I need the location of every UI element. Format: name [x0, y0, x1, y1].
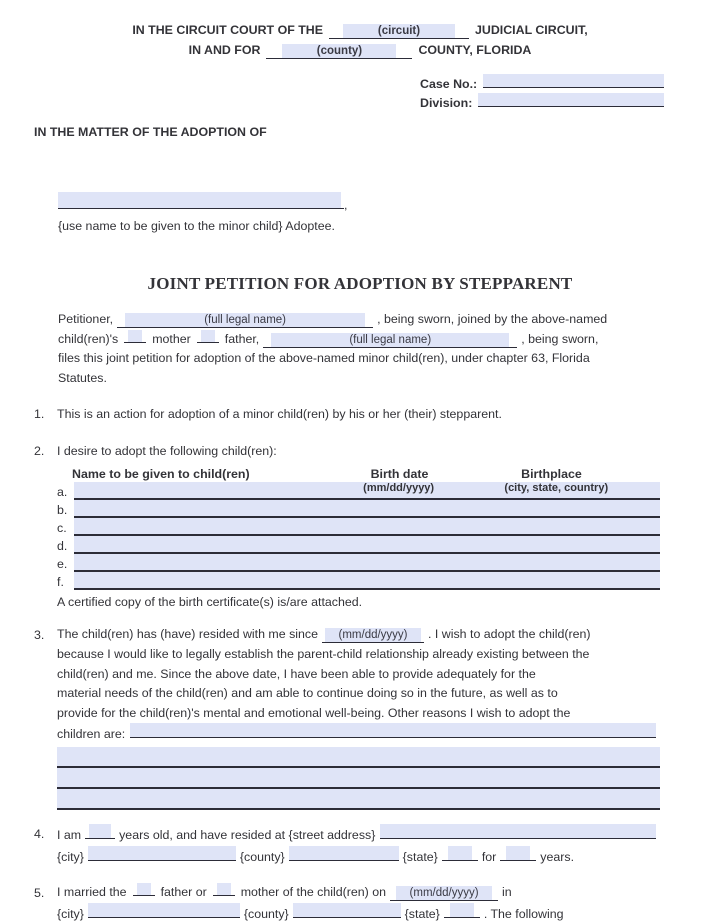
case-block: [420, 74, 664, 112]
item-4-city-label: {city}: [57, 849, 84, 864]
residence-city-field-fill[interactable]: [88, 846, 236, 860]
item-3-number: 3.: [34, 628, 45, 643]
county-field-placeholder[interactable]: (county): [282, 44, 396, 58]
residence-county-field[interactable]: [289, 846, 399, 861]
item-5-father-label: father or: [160, 885, 207, 900]
marriage-date-field[interactable]: [390, 886, 498, 901]
marriage-state-field-fill[interactable]: [450, 903, 474, 917]
intro-paragraph: [58, 310, 660, 388]
child-row-c-label: c.: [57, 521, 67, 536]
item-5-line1: [57, 883, 660, 903]
county-field[interactable]: [266, 44, 412, 59]
item-1-number: 1.: [34, 407, 45, 422]
case-no-field-fill[interactable]: [483, 74, 664, 87]
child-row-e-label: e.: [57, 557, 68, 572]
residence-city-field[interactable]: [88, 846, 236, 861]
column-birthdate-header: Birth date: [370, 467, 429, 482]
child-row-b-field[interactable]: [74, 500, 660, 518]
item-5-county-label: {county}: [243, 906, 289, 921]
item-5-state-label: {state}: [404, 906, 440, 921]
division-row: [420, 93, 664, 112]
intro-line3: files this joint petition for adoption of the above-named minor child(ren), under chapter 63, Florida: [58, 351, 590, 366]
child-row-f: [57, 572, 660, 590]
court-caption-line1: [60, 20, 660, 40]
child-row-d-field[interactable]: [74, 536, 660, 554]
case-no-label: Case No.:: [420, 77, 478, 91]
intro-line2-father: father,: [224, 331, 260, 346]
marriage-date-placeholder[interactable]: (mm/dd/yyyy): [396, 886, 492, 900]
item-5-number: 5.: [34, 886, 45, 901]
item-5-mother-label: mother of the child(ren) on: [240, 885, 387, 900]
spouse-name-field[interactable]: [263, 333, 517, 348]
item-3-line1-post: . I wish to adopt the child(ren): [428, 627, 591, 642]
child-row-f-label: f.: [57, 575, 64, 590]
court-caption-line2: [60, 40, 660, 60]
age-field[interactable]: [85, 824, 115, 839]
circuit-field[interactable]: [329, 24, 469, 39]
birthplace-format-subheader: (city, state, country): [504, 482, 609, 495]
item-5-in-label: in: [502, 885, 512, 900]
item-5-line2: [57, 903, 660, 924]
father-check-blank[interactable]: [197, 330, 219, 343]
caption-line1-suffix: JUDICIAL CIRCUIT,: [475, 23, 588, 37]
adoptee-name-field-fill[interactable]: [58, 192, 341, 208]
item-4-years-label: years.: [540, 849, 575, 864]
caption-line1-prefix: IN THE CIRCUIT COURT OF THE: [132, 23, 323, 37]
item-4-county-label: {county}: [239, 849, 285, 864]
item-3-line5: provide for the child(ren)'s mental and emotional well-being. Other reasons I wish to adopt the: [57, 705, 571, 720]
intro-line2-a: child(ren)'s: [58, 331, 119, 346]
child-row-a: [57, 482, 660, 500]
petitioner-name-placeholder[interactable]: (full legal name): [125, 313, 365, 327]
intro-line2-post: , being sworn,: [521, 331, 599, 346]
mother-check-blank-fill[interactable]: [128, 330, 142, 342]
item-3-line4: material needs of the child(ren) and am able to continue doing so in the future, as well as to: [57, 686, 558, 701]
marriage-city-field[interactable]: [88, 903, 240, 918]
circuit-field-placeholder[interactable]: (circuit): [343, 24, 455, 38]
father-check-blank-fill[interactable]: [201, 330, 215, 342]
residence-since-date-placeholder[interactable]: (mm/dd/yyyy): [325, 628, 421, 642]
child-row-c-field[interactable]: [74, 518, 660, 536]
reasons-field[interactable]: [130, 723, 656, 738]
intro-line2-mother: mother: [152, 331, 191, 346]
child-row-e: [57, 554, 660, 572]
intro-line4: Statutes.: [58, 370, 107, 385]
adoptee-name-row: [58, 192, 660, 213]
residence-county-field-fill[interactable]: [289, 846, 399, 860]
item-3-line1: [57, 625, 660, 645]
column-name-header: Name to be given to child(ren): [72, 467, 250, 482]
married-mother-check-blank[interactable]: [213, 883, 235, 896]
item-5-married-pre: I married the: [57, 885, 127, 900]
division-field[interactable]: [478, 93, 664, 107]
column-birthplace-header: Birthplace: [521, 467, 582, 482]
child-row-b: [57, 500, 660, 518]
intro-line1-post: , being sworn, joined by the above-named: [377, 312, 608, 326]
intro-line1: [58, 310, 660, 330]
marriage-county-field[interactable]: [293, 903, 401, 918]
item-4-address-label: years old, and have resided at {street address}: [119, 827, 376, 842]
birth-certificate-note: A certified copy of the birth certificate(s) is/are attached.: [57, 595, 363, 610]
child-row-f-field[interactable]: [74, 572, 660, 590]
reasons-extra-lines: [57, 747, 660, 810]
reasons-line-1[interactable]: [57, 747, 660, 768]
item-4-for-label: for: [481, 849, 497, 864]
residence-years-field[interactable]: [500, 846, 536, 861]
case-no-row: [420, 74, 664, 93]
caption-line2-suffix: COUNTY, FLORIDA: [418, 43, 532, 57]
child-row-c: [57, 518, 660, 536]
item-4-line1: [57, 824, 660, 846]
child-row-d-label: d.: [57, 539, 68, 554]
residence-years-field-fill[interactable]: [506, 846, 530, 860]
age-field-fill[interactable]: [89, 824, 111, 838]
division-label: Division:: [420, 96, 473, 110]
residence-state-field[interactable]: [442, 846, 478, 861]
intro-line2: [58, 330, 660, 350]
item-3-line2: because I would like to legally establish the parent-child relationship already existing between the: [57, 646, 590, 661]
item-4-state-label: {state}: [402, 849, 438, 864]
intro-line1-pre: Petitioner,: [58, 312, 114, 326]
case-no-field[interactable]: [483, 74, 664, 88]
adoptee-comma: ,: [344, 198, 348, 212]
child-row-e-field[interactable]: [74, 554, 660, 572]
birthdate-format-subheader: (mm/dd/yyyy): [363, 482, 435, 495]
child-row-a-label: a.: [57, 485, 68, 500]
item-5-following-label: . The following: [483, 906, 564, 921]
item-2: [34, 441, 660, 611]
adoptee-note: {use name to be given to the minor child} Adoptee.: [58, 219, 335, 233]
item-3-line1-pre: The child(ren) has (have) resided with me since: [57, 627, 319, 642]
item-2-lead: I desire to adopt the following child(ren):: [57, 444, 277, 459]
reasons-label: children are:: [57, 727, 126, 742]
married-father-check-fill[interactable]: [137, 883, 151, 895]
marriage-state-field[interactable]: [444, 903, 480, 918]
reasons-field-fill[interactable]: [130, 723, 656, 737]
residence-state-field-fill[interactable]: [448, 846, 472, 860]
item-4-line2: [57, 846, 660, 868]
child-row-a-field[interactable]: [74, 482, 660, 500]
item-3: [34, 625, 660, 810]
spouse-name-placeholder[interactable]: (full legal name): [271, 333, 509, 347]
petitioner-name-field[interactable]: [117, 313, 373, 328]
item-1-text: This is an action for adoption of a minor child(ren) by his or her (their) stepparent.: [57, 407, 502, 422]
item-5-city-label: {city}: [57, 906, 84, 921]
item-3-line3: child(ren) and me. Since the above date, I have been able to provide adequately for the: [57, 666, 536, 681]
residence-since-date-field[interactable]: [322, 628, 424, 643]
matter-line: IN THE MATTER OF THE ADOPTION OF: [34, 125, 267, 139]
page-title: JOINT PETITION FOR ADOPTION BY STEPPARENT: [147, 274, 573, 293]
marriage-city-field-fill[interactable]: [88, 903, 240, 917]
child-row-b-label: b.: [57, 503, 68, 518]
child-row-d: [57, 536, 660, 554]
division-field-fill[interactable]: [478, 93, 664, 106]
item-4-number: 4.: [34, 826, 45, 841]
reasons-line-2[interactable]: [57, 768, 660, 789]
street-address-field[interactable]: [380, 824, 656, 839]
item-1: [34, 404, 660, 424]
marriage-county-field-fill[interactable]: [293, 903, 401, 917]
item-4: [34, 824, 660, 867]
married-mother-check-fill[interactable]: [217, 883, 231, 895]
adoptee-name-field[interactable]: [58, 192, 344, 209]
mother-check-blank[interactable]: [124, 330, 146, 343]
item-2-number: 2.: [34, 444, 45, 459]
caption-line2-prefix: IN AND FOR: [188, 43, 261, 57]
reasons-line-3[interactable]: [57, 789, 660, 810]
item-3-line6: [57, 723, 660, 745]
court-caption: [60, 20, 660, 60]
married-father-check-blank[interactable]: [133, 883, 155, 896]
item-5: [34, 883, 660, 924]
item-4-age-pre: I am: [57, 827, 82, 842]
street-address-field-fill[interactable]: [380, 824, 656, 838]
